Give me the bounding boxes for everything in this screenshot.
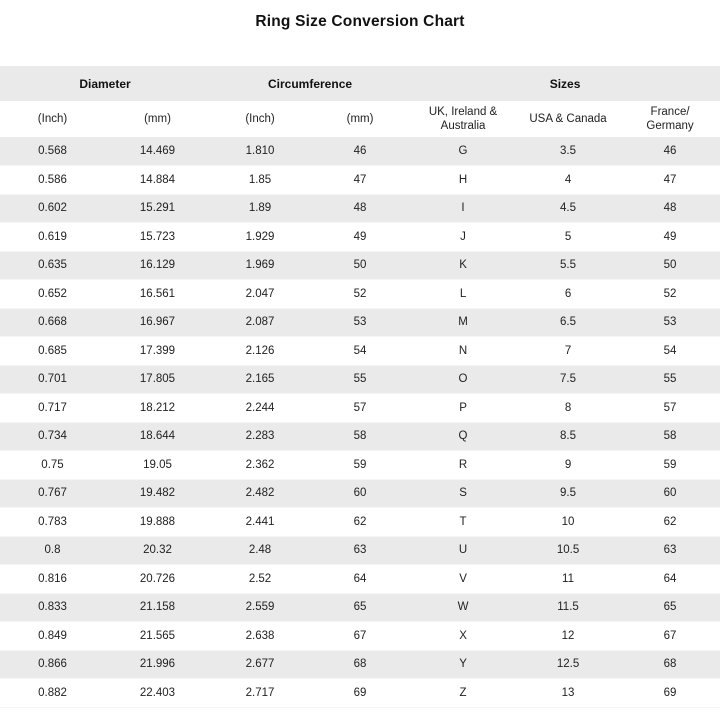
table-cell: 48 bbox=[353, 202, 367, 215]
sub-header-uk-ireland-australia: UK, Ireland & Australia bbox=[410, 101, 516, 137]
table-row bbox=[0, 137, 720, 166]
ring-size-conversion-table bbox=[0, 66, 720, 708]
table-row bbox=[0, 337, 720, 366]
table-cell: 60 bbox=[663, 487, 677, 500]
page bbox=[0, 12, 720, 720]
table-cell: 0.783 bbox=[38, 515, 67, 528]
table-cell: 14.884 bbox=[139, 173, 176, 186]
table-cell: P bbox=[459, 401, 467, 414]
table-cell: 59 bbox=[663, 458, 677, 471]
group-header-row bbox=[0, 66, 720, 101]
group-header-circumference: Circumference bbox=[210, 66, 410, 101]
table-cell: 5 bbox=[564, 230, 572, 243]
table-cell: X bbox=[459, 629, 467, 642]
table-cell: 12 bbox=[561, 629, 575, 642]
table-cell: 2.283 bbox=[245, 430, 275, 443]
table-cell: 50 bbox=[663, 259, 677, 272]
table-cell: Q bbox=[458, 430, 468, 443]
table-cell: 13 bbox=[561, 686, 575, 699]
table-cell: 19.482 bbox=[139, 487, 176, 500]
table-cell: 47 bbox=[663, 173, 677, 186]
table-cell: 0.866 bbox=[38, 658, 67, 671]
table-cell: 17.399 bbox=[139, 344, 176, 357]
sub-header-usa-canada: USA & Canada bbox=[516, 101, 620, 137]
table-cell: 62 bbox=[353, 515, 367, 528]
table-cell: 54 bbox=[353, 344, 367, 357]
table-cell: 57 bbox=[353, 401, 367, 414]
table-cell: S bbox=[459, 487, 467, 500]
sub-header-circumference-inch: (Inch) bbox=[210, 101, 310, 137]
sub-header-row bbox=[0, 101, 720, 137]
table-row bbox=[0, 280, 720, 309]
table-cell: 2.48 bbox=[248, 544, 272, 557]
table-cell: 1.89 bbox=[248, 202, 272, 215]
table-cell: 63 bbox=[353, 544, 367, 557]
table-cell: 14.469 bbox=[139, 145, 176, 157]
table-cell: 19.05 bbox=[143, 458, 172, 471]
table-cell: 4 bbox=[564, 173, 572, 186]
table-cell: O bbox=[458, 373, 468, 386]
table-row bbox=[0, 451, 720, 480]
table-cell: 1.810 bbox=[245, 145, 275, 157]
table-cell: 10.5 bbox=[556, 544, 580, 557]
table-cell: 21.565 bbox=[139, 629, 176, 642]
table-cell: 46 bbox=[353, 145, 367, 157]
table-cell: I bbox=[461, 202, 465, 215]
table-cell: 8.5 bbox=[560, 430, 577, 443]
table-cell: R bbox=[458, 458, 468, 471]
table-cell: 55 bbox=[353, 373, 367, 386]
table-row bbox=[0, 679, 720, 708]
table-cell: 2.677 bbox=[245, 658, 275, 671]
table-cell: 60 bbox=[353, 487, 367, 500]
table-cell: 49 bbox=[663, 230, 677, 243]
table-cell: 17.805 bbox=[139, 373, 176, 386]
table-cell: 2.717 bbox=[245, 686, 275, 699]
table-cell: N bbox=[458, 344, 468, 357]
table-cell: 0.717 bbox=[38, 401, 67, 414]
table-cell: 63 bbox=[663, 544, 677, 557]
table-row bbox=[0, 166, 720, 195]
table-cell: 0.619 bbox=[38, 230, 67, 243]
table-cell: 6.5 bbox=[560, 316, 577, 329]
table-row bbox=[0, 223, 720, 252]
table-row bbox=[0, 365, 720, 394]
table-cell: M bbox=[458, 316, 468, 329]
group-header-sizes: Sizes bbox=[410, 66, 720, 101]
table-row bbox=[0, 593, 720, 622]
table-cell: 0.849 bbox=[38, 629, 67, 642]
table-cell: 15.291 bbox=[139, 202, 176, 215]
table-cell: 64 bbox=[353, 572, 367, 585]
table-cell: 0.668 bbox=[38, 316, 67, 329]
table-cell: 69 bbox=[353, 686, 367, 699]
table-cell: 2.165 bbox=[245, 373, 275, 386]
table-cell: 49 bbox=[353, 230, 367, 243]
table-cell: Z bbox=[459, 686, 467, 699]
table-cell: 4.5 bbox=[560, 202, 577, 215]
table-cell: 22.403 bbox=[139, 686, 176, 699]
table-row bbox=[0, 394, 720, 423]
table-cell: 20.32 bbox=[143, 544, 172, 557]
table-cell: 0.767 bbox=[38, 487, 67, 500]
table-cell: K bbox=[459, 259, 467, 272]
table-cell: 67 bbox=[663, 629, 677, 642]
table-cell: 58 bbox=[353, 430, 367, 443]
table-cell: 2.559 bbox=[245, 601, 275, 614]
table-cell: 21.996 bbox=[139, 658, 176, 671]
table-cell: 53 bbox=[353, 316, 367, 329]
table-cell: 18.212 bbox=[139, 401, 176, 414]
table-cell: 52 bbox=[353, 287, 367, 300]
table-row bbox=[0, 308, 720, 337]
table-cell: 11.5 bbox=[557, 601, 579, 614]
table-cell: 7 bbox=[564, 344, 572, 357]
table-cell: W bbox=[457, 601, 469, 614]
table-cell: 19.888 bbox=[139, 515, 176, 528]
table-cell: 0.602 bbox=[38, 202, 67, 215]
table-cell: 2.362 bbox=[245, 458, 275, 471]
table-cell: 0.8 bbox=[44, 544, 61, 557]
table-row bbox=[0, 422, 720, 451]
table-cell: 69 bbox=[663, 686, 677, 699]
table-cell: 0.701 bbox=[38, 373, 67, 386]
table-cell: 1.969 bbox=[245, 259, 275, 272]
table-cell: 0.734 bbox=[38, 430, 67, 443]
table-cell: 10 bbox=[561, 515, 575, 528]
table-cell: 20.726 bbox=[139, 572, 176, 585]
table-row bbox=[0, 650, 720, 679]
table-cell: 9.5 bbox=[560, 487, 577, 500]
table-cell: 67 bbox=[353, 629, 367, 642]
table-cell: 52 bbox=[663, 287, 677, 300]
table-cell: U bbox=[458, 544, 468, 557]
table-header bbox=[0, 66, 720, 137]
table-cell: 65 bbox=[663, 601, 677, 614]
table-cell: 68 bbox=[353, 658, 367, 671]
table-cell: 2.087 bbox=[245, 316, 275, 329]
table-cell: 9 bbox=[564, 458, 572, 471]
table-cell: 0.685 bbox=[38, 344, 67, 357]
table-cell: 0.882 bbox=[38, 686, 67, 699]
table-cell: 2.047 bbox=[245, 287, 275, 300]
table-cell: 54 bbox=[663, 344, 677, 357]
table-cell: 0.568 bbox=[38, 145, 67, 157]
page-title: Ring Size Conversion Chart bbox=[255, 13, 465, 30]
table-cell: 53 bbox=[663, 316, 677, 329]
table-cell: J bbox=[460, 230, 466, 243]
table-cell: 48 bbox=[663, 202, 677, 215]
table-cell: 2.638 bbox=[245, 629, 275, 642]
table-cell: 0.635 bbox=[38, 259, 67, 272]
table-cell: 59 bbox=[353, 458, 367, 471]
table-cell: 47 bbox=[353, 173, 367, 186]
table-cell: 2.482 bbox=[245, 487, 275, 500]
table-cell: 65 bbox=[353, 601, 367, 614]
sub-header-france-germany: France/ Germany bbox=[620, 101, 720, 137]
table-cell: 6 bbox=[564, 287, 572, 300]
table-body bbox=[0, 137, 720, 707]
table-cell: 64 bbox=[663, 572, 677, 585]
sub-header-diameter-mm: (mm) bbox=[105, 101, 210, 137]
sub-header-diameter-inch: (Inch) bbox=[0, 101, 105, 137]
table-cell: 16.967 bbox=[139, 316, 176, 329]
table-cell: 58 bbox=[663, 430, 677, 443]
table-row bbox=[0, 622, 720, 651]
table-cell: 18.644 bbox=[139, 430, 176, 443]
table-cell: 68 bbox=[663, 658, 677, 671]
table-cell: 0.652 bbox=[38, 287, 67, 300]
table-row bbox=[0, 479, 720, 508]
table-cell: G bbox=[458, 145, 468, 157]
table-cell: 50 bbox=[353, 259, 367, 272]
group-header-diameter: Diameter bbox=[0, 66, 210, 101]
table-cell: H bbox=[458, 173, 468, 186]
table-cell: 1.929 bbox=[245, 230, 275, 243]
table-cell: 5.5 bbox=[560, 259, 577, 272]
table-cell: 62 bbox=[663, 515, 677, 528]
table-row bbox=[0, 565, 720, 594]
table-cell: 12.5 bbox=[556, 658, 580, 671]
table-cell: 0.833 bbox=[38, 601, 67, 614]
table-cell: 2.441 bbox=[245, 515, 275, 528]
table-cell: 2.52 bbox=[248, 572, 272, 585]
table-cell: 0.75 bbox=[41, 458, 64, 471]
table-cell: 11 bbox=[562, 572, 574, 585]
table-cell: Y bbox=[459, 658, 467, 671]
table-cell: 16.561 bbox=[139, 287, 176, 300]
table-row bbox=[0, 251, 720, 280]
table-cell: L bbox=[459, 287, 467, 300]
table-cell: 3.5 bbox=[560, 145, 577, 157]
table-cell: 2.244 bbox=[245, 401, 275, 414]
table-cell: 2.126 bbox=[245, 344, 275, 357]
table-cell: 16.129 bbox=[139, 259, 176, 272]
table-cell: V bbox=[459, 572, 467, 585]
table-cell: 0.816 bbox=[38, 572, 67, 585]
table-cell: 55 bbox=[663, 373, 677, 386]
sub-header-circumference-mm: (mm) bbox=[310, 101, 410, 137]
table-row bbox=[0, 508, 720, 537]
table-cell: 0.586 bbox=[38, 173, 67, 186]
table-cell: 15.723 bbox=[139, 230, 176, 243]
table-cell: 7.5 bbox=[560, 373, 577, 386]
table-cell: 57 bbox=[663, 401, 677, 414]
table-row bbox=[0, 194, 720, 223]
table-cell: 21.158 bbox=[139, 601, 176, 614]
table-cell: 1.85 bbox=[248, 173, 272, 186]
table-row bbox=[0, 536, 720, 565]
table-cell: 46 bbox=[663, 145, 677, 157]
table-cell: 8 bbox=[564, 401, 572, 414]
table-cell: T bbox=[459, 515, 467, 528]
